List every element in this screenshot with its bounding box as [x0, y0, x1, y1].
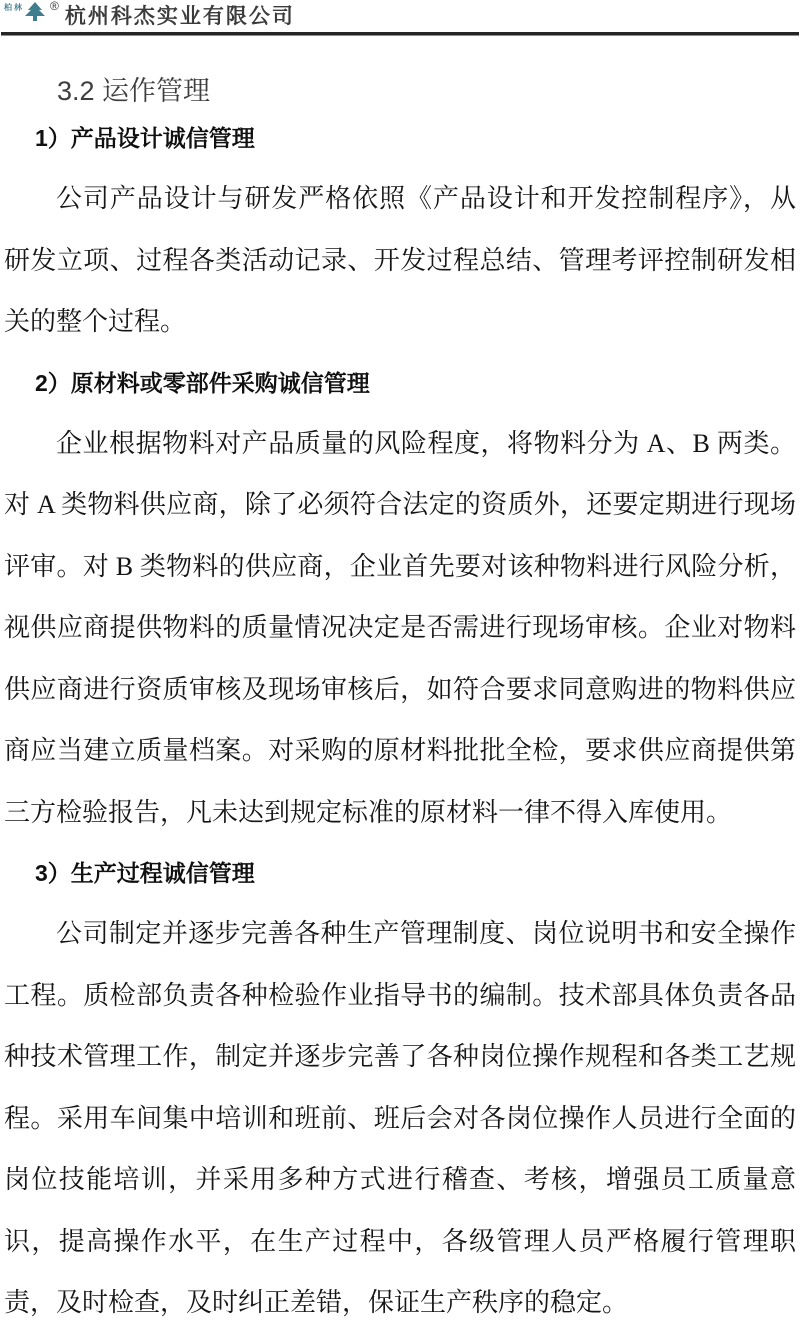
- registered-trademark-icon: ®: [50, 0, 59, 13]
- company-logo: [3, 2, 49, 30]
- section-3-paragraph: 公司制定并逐步完善各种生产管理制度、岗位说明书和安全操作工程。质检部负责各种检验作业指导书的编制。技术部具体负责各品种技术管理工作，制定并逐步完善了各种岗位操作规程和各类工艺规程。采用车间集中培训和班前、班后会对各岗位操作人员进行全面的岗位技能培训，并采用多种方式进行稽查、考核，增强员工质量意识，提高操作水平，在生产过程中，各级管理人员严格履行管理职责，及时检查，及时纠正差错，保证生产秩序的稳定。: [4, 919, 796, 1317]
- company-name: 杭州科杰实业有限公司: [64, 5, 295, 28]
- section-production-process: [4, 860, 796, 1322]
- pine-tree-icon: [22, 2, 48, 21]
- document-body: [0, 74, 800, 1322]
- section-2-paragraph: 企业根据物料对产品质量的风险程度，将物料分为 A、B 两类。对 A 类物料供应商，除了必须符合法定的资质外，还要定期进行现场评审。对 B 类物料的供应商，企业首先要对该种物料进行风险分析，视供应商提供物料的质量情况决定是否需进行现场审核。企业对物料供应商进行资质审核及现场审核后，如符合要求同意购进的物料供应商应当建立质量档案。对采购的原材料批批全检，要求供应商提供第三方检验报告，凡未达到规定标准的原材料一律不得入库使用。: [4, 428, 796, 827]
- header-divider: [1, 32, 799, 36]
- header-bar: [0, 0, 800, 32]
- section-product-design: [4, 125, 796, 353]
- section-1-paragraph: 公司产品设计与研发严格依照《产品设计和开发控制程序》，从研发立项、过程各类活动记录、开发过程总结、管理考评控制研发相关的整个过程。: [4, 184, 796, 336]
- section-1-heading: 1）产品设计诚信管理: [35, 125, 255, 151]
- page-title: 3.2 运作管理: [57, 76, 211, 106]
- section-raw-material-purchase: [4, 370, 796, 844]
- section-2-heading: 2）原材料或零部件采购诚信管理: [35, 369, 370, 396]
- logo-text: 柏林: [4, 3, 24, 12]
- section-3-heading: 3）生产过程诚信管理: [35, 860, 255, 886]
